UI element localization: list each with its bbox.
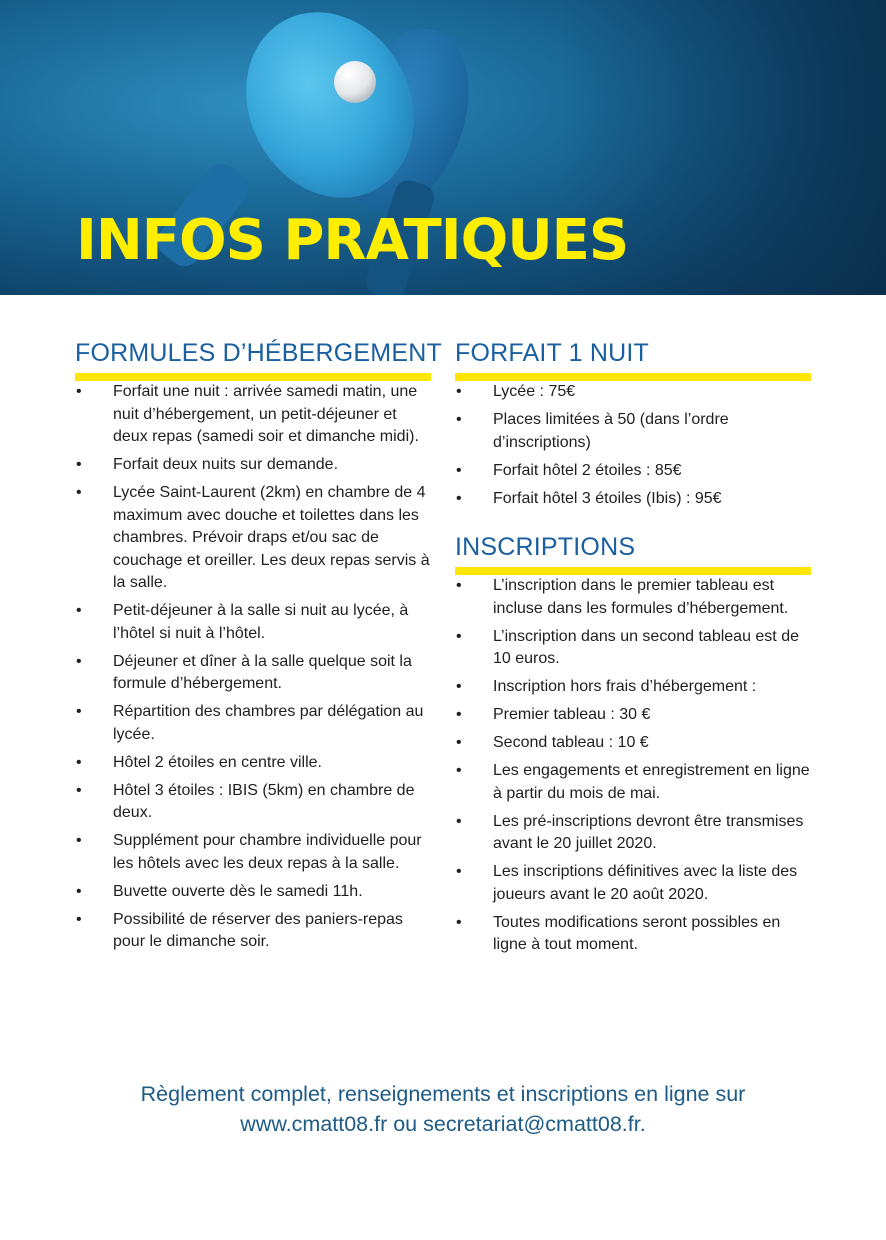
list-item [455,409,811,454]
list-item-text: Lycée : 75€ [493,383,576,400]
list-item [455,704,811,727]
bullet-icon: • [456,577,462,594]
list-item [75,881,431,904]
bullet-icon: • [456,627,462,645]
list-item [455,626,811,671]
bullet-icon: • [76,910,82,928]
bullet-icon: • [456,863,462,880]
header-banner [0,0,886,295]
section-title-forfait: FORFAIT 1 NUIT [455,339,650,367]
list-item [75,600,431,645]
list-item [75,381,431,449]
list-item [455,861,811,906]
section-underline [455,373,811,381]
bullet-icon: • [76,456,82,473]
list-item [75,701,431,746]
bullet-icon: • [76,832,82,849]
list-item-text: Buvette ouverte dès le samedi 11h. [113,882,363,900]
list-item [455,488,811,511]
list-item-text: Toutes modifications seront possibles en ligne à tout moment. [493,913,781,953]
bullet-icon: • [76,781,82,799]
bullet-icon: • [76,703,82,720]
list-item [75,651,431,696]
bullet-icon: • [456,383,462,400]
bullet-icon: • [76,383,82,400]
bullet-icon: • [76,484,82,501]
list-item-text: Premier tableau : 30 € [493,706,651,723]
list-item-text: Les engagements et enregistrement en ligne à partir du mois de mai. [493,762,810,802]
bullet-icon: • [456,734,462,751]
list-item [75,909,431,954]
list-item-text: Les pré-inscriptions devront être transmises avant le 20 juillet 2020. [493,812,804,852]
list-item-text: Les inscriptions définitives avec la liste des joueurs avant le 20 août 2020. [493,863,798,903]
bullet-icon: • [456,812,462,830]
list-item [75,752,431,775]
footer-line-1: Règlement complet, renseignements et inscriptions en ligne sur [140,1082,746,1106]
list-item [75,780,431,825]
section-title-inscriptions: INSCRIPTIONS [455,533,636,561]
list-item-text: L’inscription dans un second tableau est de 10 euros. [493,627,799,667]
list-item [455,575,811,620]
list-item-text: Petit-déjeuner à la salle si nuit au lycée, à l’hôtel si nuit à l’hôtel. [113,602,409,642]
list-item [75,454,431,477]
bullet-icon: • [76,602,82,619]
list-item [455,912,811,957]
footer-contact [0,1079,886,1139]
list-item [75,830,431,875]
bullet-icon: • [456,678,462,695]
list-item-text: Inscription hors frais d’hébergement : [493,678,757,695]
list-item-text: Lycée Saint-Laurent (2km) en chambre de 4 maximum avec douche et toilettes dans les chambres. Prévoir draps et/ou sac de couchage et oreiller. Les deux repas servis à la salle. [113,484,430,591]
list-item [75,482,431,595]
bullet-icon: • [456,913,462,931]
hebergement-column [75,338,442,959]
list-item-text: Possibilité de réserver des paniers-repas pour le dimanche soir. [113,910,403,950]
list-item-text: Forfait hôtel 3 étoiles (Ibis) : 95€ [493,489,722,507]
list-item-text: Second tableau : 10 € [493,734,649,751]
bullet-icon: • [456,489,462,507]
list-item [455,732,811,755]
bullet-icon: • [456,411,462,428]
list-item [455,460,811,483]
bullet-icon: • [76,652,82,670]
list-item-text: Forfait deux nuits sur demande. [113,456,339,473]
list-item [455,811,811,856]
list-item-text: Répartition des chambres par délégation au lycée. [113,703,424,743]
bullet-icon: • [456,706,462,723]
list-item-text: Hôtel 3 étoiles : IBIS (5km) en chambre de deux. [113,781,415,821]
footer-line-2: www.cmatt08.fr ou secretariat@cmatt08.fr. [240,1112,646,1136]
list-item-text: L’inscription dans le premier tableau est incluse dans les formules d’hébergement. [493,577,789,617]
bullet-icon: • [456,461,462,479]
list-item-text: Forfait hôtel 2 étoiles : 85€ [493,461,682,479]
inscriptions-list [455,575,811,957]
bullet-icon: • [76,753,82,771]
hebergement-list [75,381,431,954]
forfait-list [455,381,811,510]
list-item-text: Forfait une nuit : arrivée samedi matin, une nuit d’hébergement, un petit-déjeuner et deux repas (samedi soir et dimanche midi). [113,383,419,445]
page-title: INFOS PRATIQUES [76,208,629,273]
bullet-icon: • [456,762,462,779]
list-item-text: Déjeuner et dîner à la salle quelque soit la formule d’hébergement. [113,652,412,692]
list-item-text: Hôtel 2 étoiles en centre ville. [113,753,322,771]
bullet-icon: • [76,882,82,900]
right-column [455,338,811,962]
list-item [455,760,811,805]
list-item-text: Places limitées à 50 (dans l’ordre d’inscriptions) [493,411,729,451]
list-item [455,381,811,404]
list-item [455,676,811,699]
list-item-text: Supplément pour chambre individuelle pour les hôtels avec les deux repas à la salle. [113,832,422,872]
section-underline [455,567,811,575]
section-title-hebergement: FORMULES D’HÉBERGEMENT [75,339,442,367]
section-underline [75,373,431,381]
